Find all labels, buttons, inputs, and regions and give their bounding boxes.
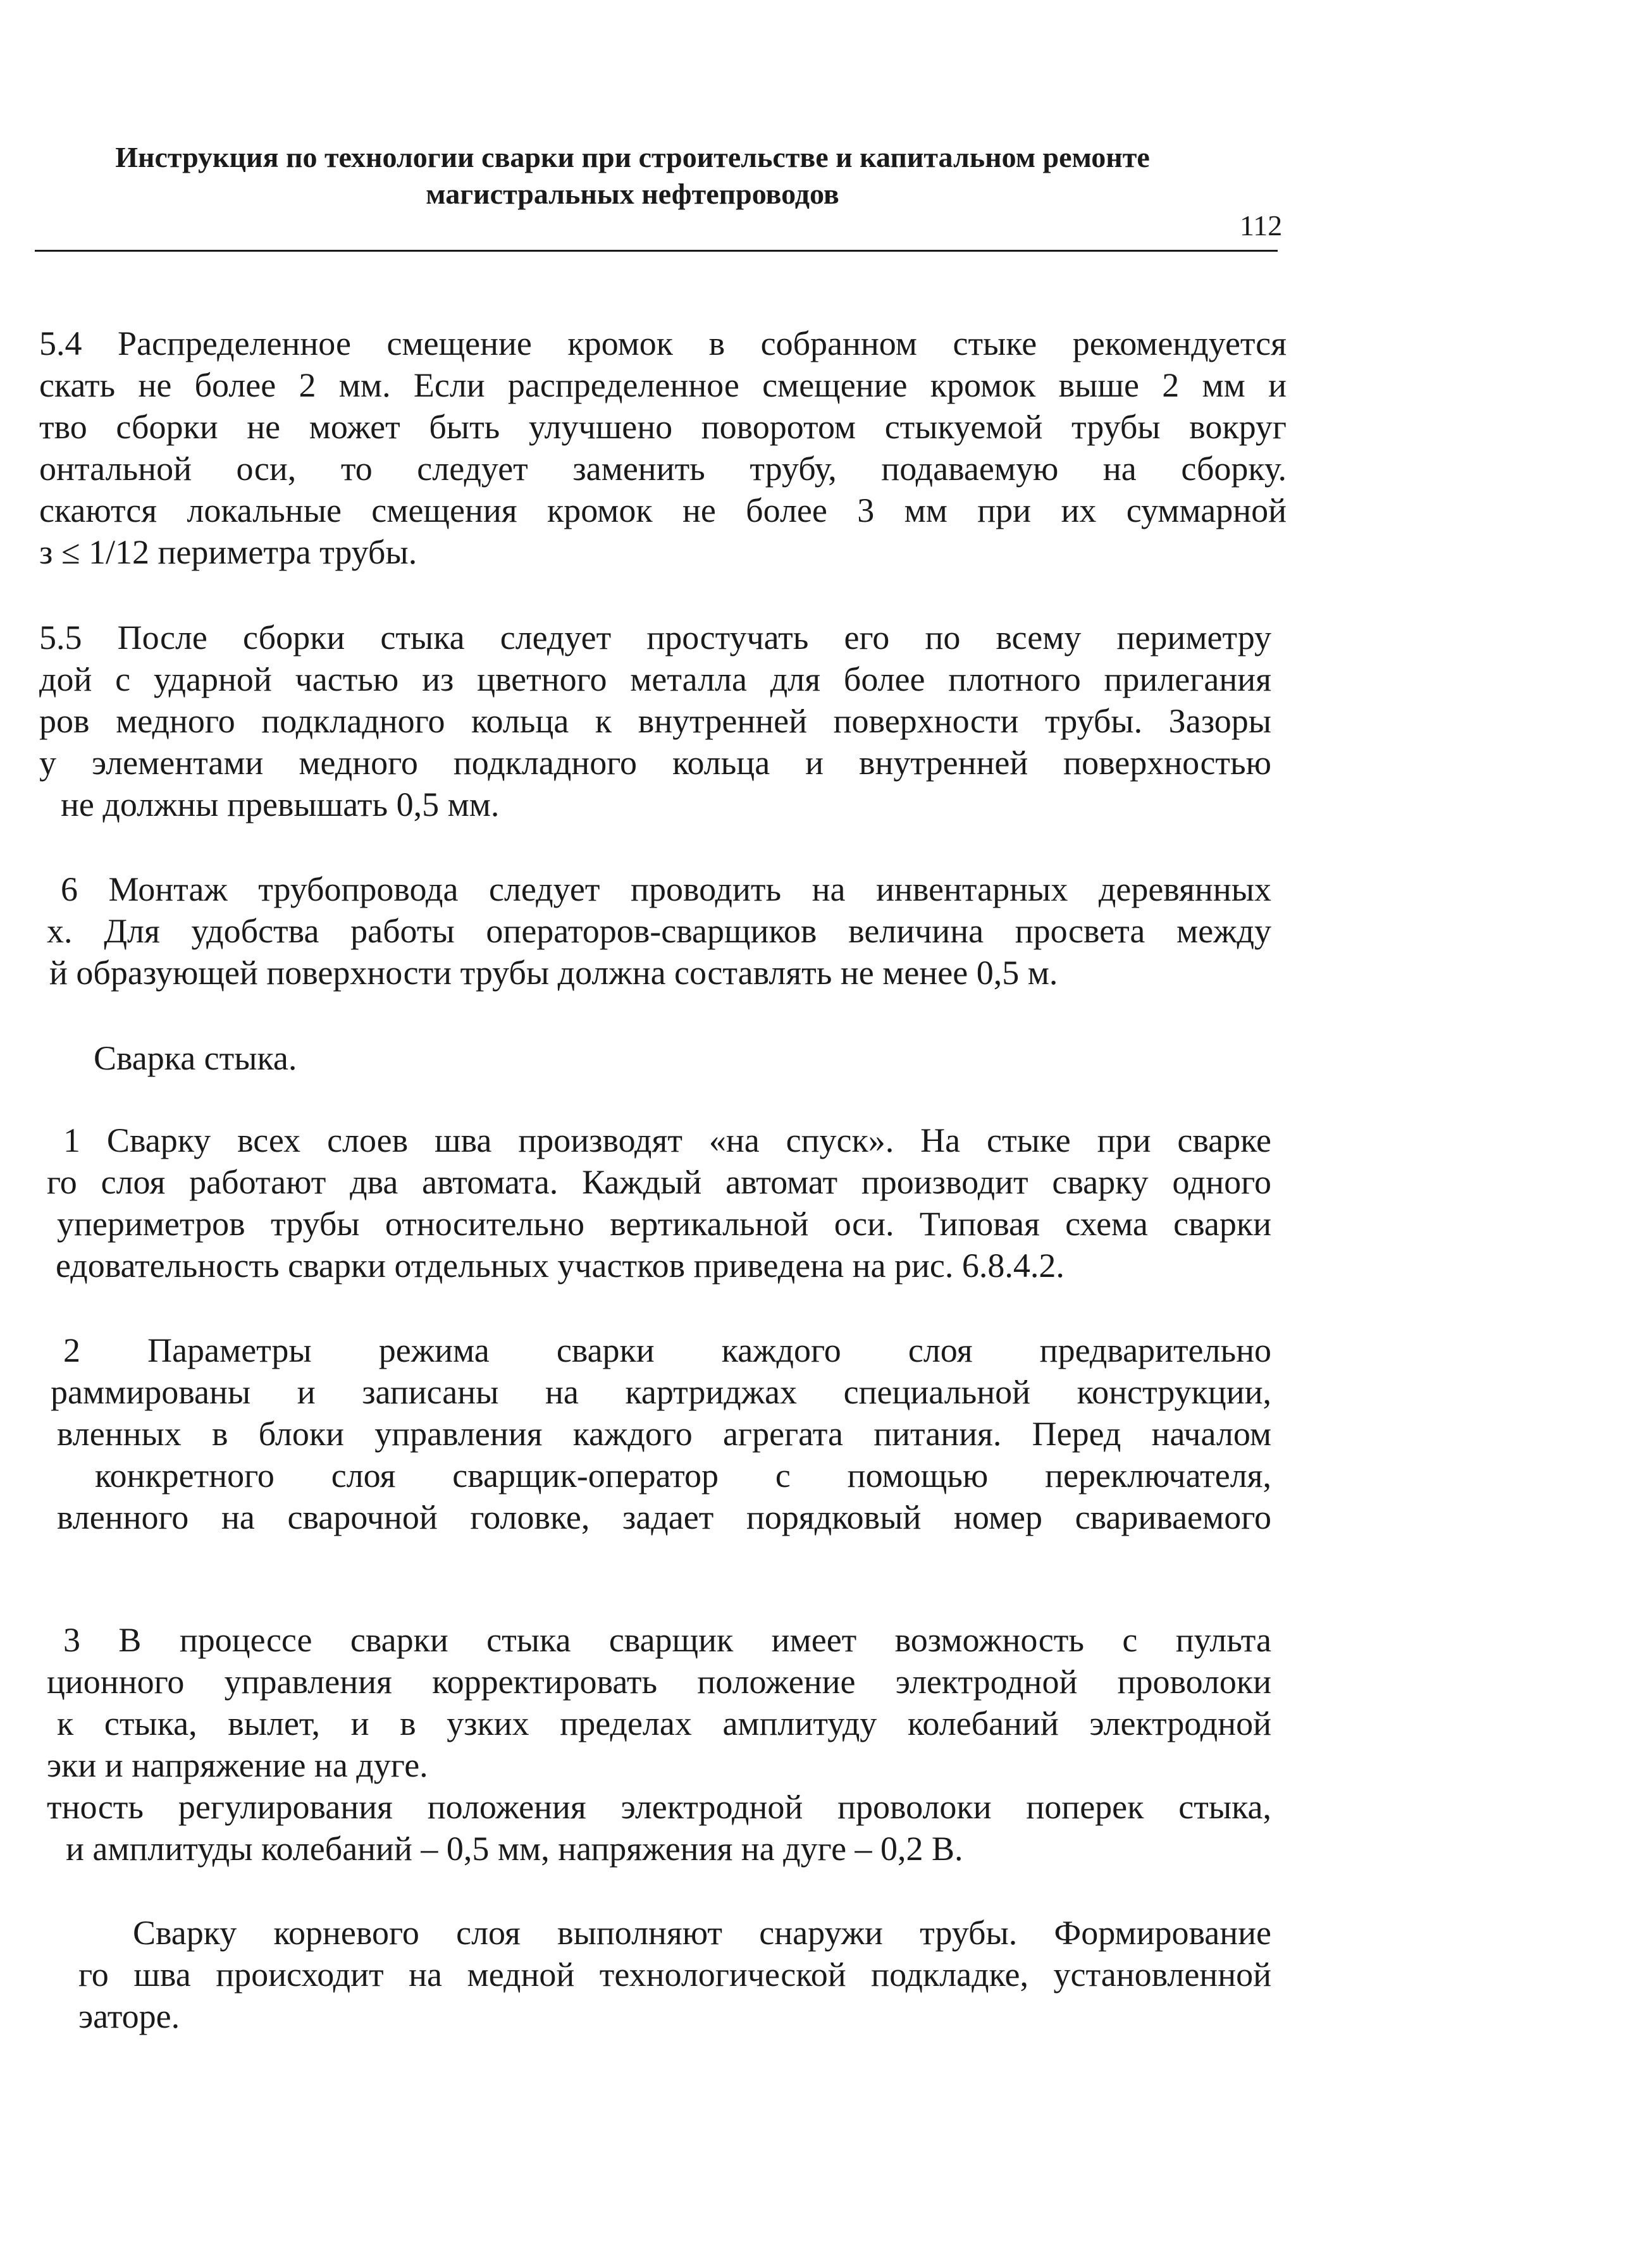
paragraph-line: не должны превышать 0,5 мм. <box>61 786 500 823</box>
paragraph-line: конкретного слоя сварщик-оператор с помощью переключателя, <box>95 1457 1271 1495</box>
paragraph-line: дой с ударной частью из цветного металла для более плотного прилегания <box>39 660 1271 698</box>
header-title <box>38 139 1227 213</box>
paragraph-line: 1 Сварку всех слоев шва производят «на спуск». На стыке при сварке <box>63 1121 1271 1159</box>
paragraph-line: и амплитуды колебаний – 0,5 мм, напряжения на дуге – 0,2 В. <box>66 1830 963 1868</box>
paragraph-line: х. Для удобства работы операторов-сварщиков величина просвета между <box>47 912 1271 950</box>
paragraph-line: 6 Монтаж трубопровода следует проводить на инвентарных деревянных <box>61 870 1271 908</box>
paragraph-line: скать не более 2 мм. Если распределенное смещение кромок выше 2 мм и <box>39 366 1287 404</box>
paragraph-line: ционного управления корректировать положение электродной проволоки <box>47 1663 1271 1701</box>
paragraph-line: раммированы и записаны на картриджах специальной конструкции, <box>51 1373 1271 1411</box>
header-divider <box>35 250 1278 252</box>
paragraph-line: у элементами медного подкладного кольца и внутренней поверхностью <box>39 744 1271 782</box>
paragraph-line: 5.5 После сборки стыка следует простучать его по всему периметру <box>39 619 1271 656</box>
paragraph-line: к стыка, вылет, и в узких пределах амплитуду колебаний электродной <box>57 1704 1271 1742</box>
paragraph-line: скаются локальные смещения кромок не более 3 мм при их суммарной <box>39 491 1287 529</box>
paragraph-line: тность регулирования положения электродной проволоки поперек стыка, <box>47 1788 1271 1826</box>
header-title-line-2: магистральных нефтепроводов <box>426 178 839 210</box>
paragraph-line: й образующей поверхности трубы должна составлять не менее 0,5 м. <box>49 954 1058 992</box>
paragraph-line: Сварку корневого слоя выполняют снаружи трубы. Формирование <box>133 1914 1271 1952</box>
paragraph-line: го шва происходит на медной технологической подкладке, установленной <box>78 1956 1271 1994</box>
header-title-line-1: Инструкция по технологии сварки при строительстве и капитальном ремонте <box>115 141 1150 173</box>
paragraph-line: з ≤ 1/12 периметра трубы. <box>39 533 417 571</box>
section-heading: Сварка стыка. <box>94 1039 297 1077</box>
paragraph-line: эки и напряжение на дуге. <box>47 1746 428 1784</box>
paragraph-line: 2 Параметры режима сварки каждого слоя предварительно <box>63 1331 1271 1369</box>
paragraph-line: го слоя работают два автомата. Каждый автомат производит сварку одного <box>47 1163 1271 1201</box>
paragraph-line: вленных в блоки управления каждого агрегата питания. Перед началом <box>57 1415 1271 1453</box>
paragraph-line: едовательность сварки отдельных участков приведена на рис. 6.8.4.2. <box>56 1247 1065 1285</box>
paragraph-line: упериметров трубы относительно вертикальной оси. Типовая схема сварки <box>57 1205 1271 1243</box>
paragraph-line: тво сборки не может быть улучшено поворотом стыкуемой трубы вокруг <box>39 408 1287 446</box>
paragraph-line: эаторе. <box>78 1997 180 2035</box>
paragraph-line: 5.4 Распределенное смещение кромок в собранном стыке рекомендуется <box>39 324 1287 362</box>
page-number: 112 <box>1240 209 1283 242</box>
paragraph-line: ров медного подкладного кольца к внутренней поверхности трубы. Зазоры <box>39 702 1271 740</box>
paragraph-line: онтальной оси, то следует заменить трубу, подаваемую на сборку. <box>39 450 1287 488</box>
paragraph-line: 3 В процессе сварки стыка сварщик имеет возможность с пульта <box>63 1621 1271 1659</box>
paragraph-line: вленного на сварочной головке, задает порядковый номер свариваемого <box>57 1498 1271 1536</box>
